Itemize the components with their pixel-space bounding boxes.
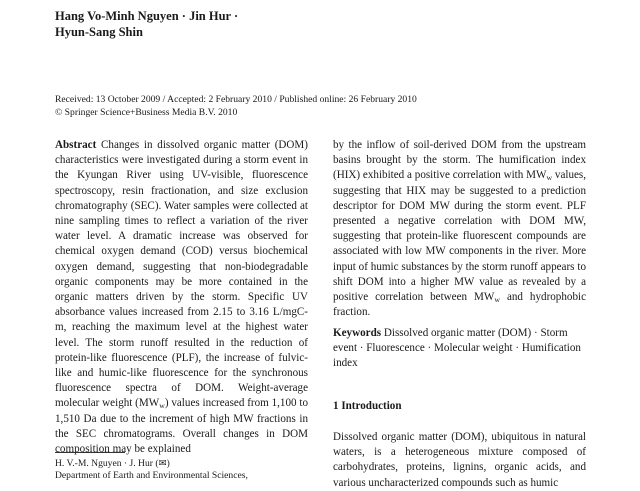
abstract-text-1: Changes in dissolved organic matter (DOM) characteristics were investigated during a storm event in the Kyungan River using UV-visible, fluorescence spectroscopy, resin fractionation, and size exclusion chromatography (SEC). Water samples were collected at nine sampling times to reflect a variation of the river water level. A dramatic increase was observed for chemical oxygen demand (COD) versus biochemical oxygen demand, suggesting that non-biodegradable organic components may be more contained in the organic matters driven by the storm. Specific UV absorbance values increased from 2.15 to 3.16 L/mgC-m, reaching the maximum level at the highest water level. The storm runoff resulted in the reduction of protein-like fluorescence (PLF), the increase of fulvic-like and humic-like fluorescence for the synchronous fluorescence spectra of DOM. Weight-average molecular weight (MW — [55, 139, 308, 410]
author-affiliation-footnote — [55, 458, 315, 482]
abstract-text-3: by the inflow of soil-derived DOM from the upstream basins brought by the storm. The humification index (HIX) exhibited a positive correlation with MW — [333, 139, 586, 182]
footnote-line-2: Department of Earth and Environmental Sciences, — [55, 470, 248, 481]
footnote-divider — [55, 452, 125, 453]
keywords-block — [333, 326, 586, 372]
authors-line-2: Hyun-Sang Shin — [55, 25, 143, 39]
subscript-w: w — [546, 173, 553, 183]
subscript-w: w — [159, 401, 165, 411]
abstract-text-5: and hydrophobic fraction. — [333, 291, 587, 319]
abstract-text-4: values, suggesting that HIX may be suggested to a prediction descriptor for DOM MW during the storm event. PLF presented a negative correlation with DOM MW, suggesting that protein-like fluorescent compounds are associated with low MW components in the river. More input of humic substances by the storm runoff appears to shift DOM into a higher MW value as revealed by a positive correlation between MW — [333, 169, 587, 304]
keywords-text: Dissolved organic matter (DOM) · Storm event · Fluorescence · Molecular weight · Humification index — [333, 327, 581, 370]
subscript-w: w — [494, 294, 500, 304]
keywords-label: Keywords — [333, 327, 382, 339]
publication-dates — [55, 93, 615, 119]
abstract-text-2: ) values increased from 1,100 to 1,510 Da due to the increment of high MW fractions in the SEC chromatograms. Overall changes in DOM composition may be explained — [55, 397, 308, 456]
dates-line: Received: 13 October 2009 / Accepted: 2 February 2010 / Published online: 26 February 2010 — [55, 94, 417, 105]
footnote-line-1: H. V.-M. Nguyen · J. Hur (✉) — [55, 458, 170, 469]
abstract-left-column — [55, 138, 308, 457]
section-heading-introduction: 1 Introduction — [333, 400, 402, 412]
introduction-text: Dissolved organic matter (DOM), ubiquitous in natural waters, is a heterogeneous mixture composed of carbohydrates, proteins, lignins, organic acids, and various uncharacterized compounds such as humic — [333, 431, 586, 489]
copyright-line: © Springer Science+Business Media B.V. 2010 — [55, 107, 238, 118]
abstract-right-column — [333, 138, 586, 320]
authors-line-1: Hang Vo-Minh Nguyen · Jin Hur · — [55, 9, 239, 23]
abstract-label: Abstract — [55, 139, 97, 151]
author-list — [55, 8, 455, 40]
